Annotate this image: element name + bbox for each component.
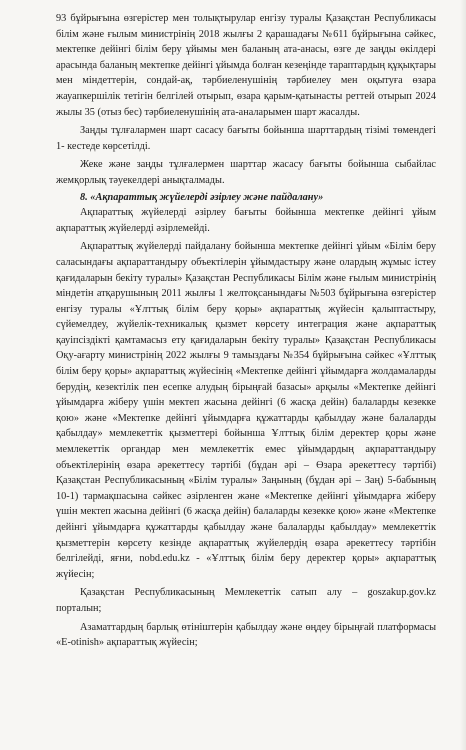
paragraph-development: Ақпараттық жүйелерді әзірлеу бағыты бойынша мектепке дейінгі ұйым ақпараттық жүйелерді әзірлемейді. (56, 207, 436, 234)
paragraph-contracts-parents: 93 бұйрығына өзгерістер мен толықтырулар енгізу туралы Қазақстан Республикасы білім және ғылым министрінің 2018 жылғы 2 қарашадағы №611 бұйрығына сәйкес, мектепке дейінгі білім беру ұйымы мен баланың ата-анасы, өзге де заңды өкілдері арасында баланың мектепке дейінгі ұйымда болған кезеңінде тараптардың құқықтары мен міндеттерін, сондай-ақ, тәрбиеленушінің тәрбиелеу мен оқытуға өзара жауапкершілік тетігін белгілей отырып, өзара қарым-қатынасты реттей отырып 2024 жылы 35 (отыз бес) тәрбиеленушінің ата-аналарымен шарт жасалды. (56, 13, 436, 118)
paragraph-legal-entities-list: Заңды тұлғалармен шарт сасасу бағыты бойынша шарттардың тізімі төмендегі 1- кестеде көрсетілді. (56, 125, 436, 152)
section-heading-information-systems: 8. «Ақпараттық жүйелерді әзірлеу және пайдалану» (80, 191, 324, 203)
paragraph-e-otinish: Азаматтардың барлық өтініштерін қабылдау және өңдеу бірыңғай платформасы «E-otinish» ақпараттық жүйесін; (56, 621, 436, 649)
scan-edge-shadow (460, 0, 466, 750)
paragraph-corruption-risks: Жеке және заңды тұлғалермен шарттар жасасу бағыты бойынша сыбайлас жемқорлық тәуекелдері анықталмады. (56, 159, 436, 186)
paragraph-usage: Ақпараттық жүйелерді пайдалану бойынша мектепке дейінгі ұйым «Білім беру саласындағы ақпараттандыру объектілерін ұйымдастыру және олардың жұмыс істеу қағидаларын бекіту туралы» Қазақстан Республикасы Білім және ғылым министрінің міндетін атқарушының 2011 жылғы 1 желтоқсанындағы №503 бұйрығына өзгерістер енгізу туралы «Ұлттық білім беру қоры» ақпараттық жүйесін қалыптастыру, сүйемелдеу, жүйелік-техникалық қызмет көрсету интеграция және ақпараттық қауіпсіздікті қамтамасыз ету қағидаларын бекіту туралы» Қазақстан Республикасы Оқу-ағарту министрінің 2022 жылғы 9 тамыздағы №354 бұйрығына сәйкес «Ұлттық білім беру қоры» ақпараттық жүйесінің «Мектепке дейінгі ұйымдарға жолдамаларды берудің, кезектілік пен есепке алудың бірыңғай базасы» арқылы «Мектепке дейінгі ұйымдарға жіберу үшін мектеп жасына дейінгі (6 жасқа дейін) балаларды кезекке қою» және «Мектепке дейінгі ұйымдарға құжаттарды қабылдау және балаларды қабылдау» мемлекеттік қызметтері бойынша Ұлттық білім деректер қоры және мемлекеттік органдар мен мемлекеттік емес ұйымдардың ақпараттандыру объектілерінің өзара әрекеттесу тәртібі (бұдан әрі – Өзара әрекеттесу тәртібі) Қазақстан Республикасының «Білім туралы» Заңының (бұдан әрі – Заң) 5-бабының 10-1) тармақшасына сәйкес әзірленген және «Мектепке дейінгі ұйымдарға жіберу үшін мектеп жасына дейінгі (6 жасқа дейін) балаларды кезекке қою» және «Мектепке дейінгі ұйымдарға құжаттарды қабылдау және балаларды қабылдау» мемлекеттік қызметтерін көрсету кезінде ақпараттық жүйелердің өзара әрекеттесу тәртібін белгілейді, яғни, nobd.edu.kz - «Ұлттық білім беру деректер қоры» ақпараттық жүйесін; (56, 241, 436, 580)
paragraph-goszakup: Қазақстан Республикасының Мемлекеттік сатып алу – goszakup.gov.kz порталын; (56, 587, 436, 614)
